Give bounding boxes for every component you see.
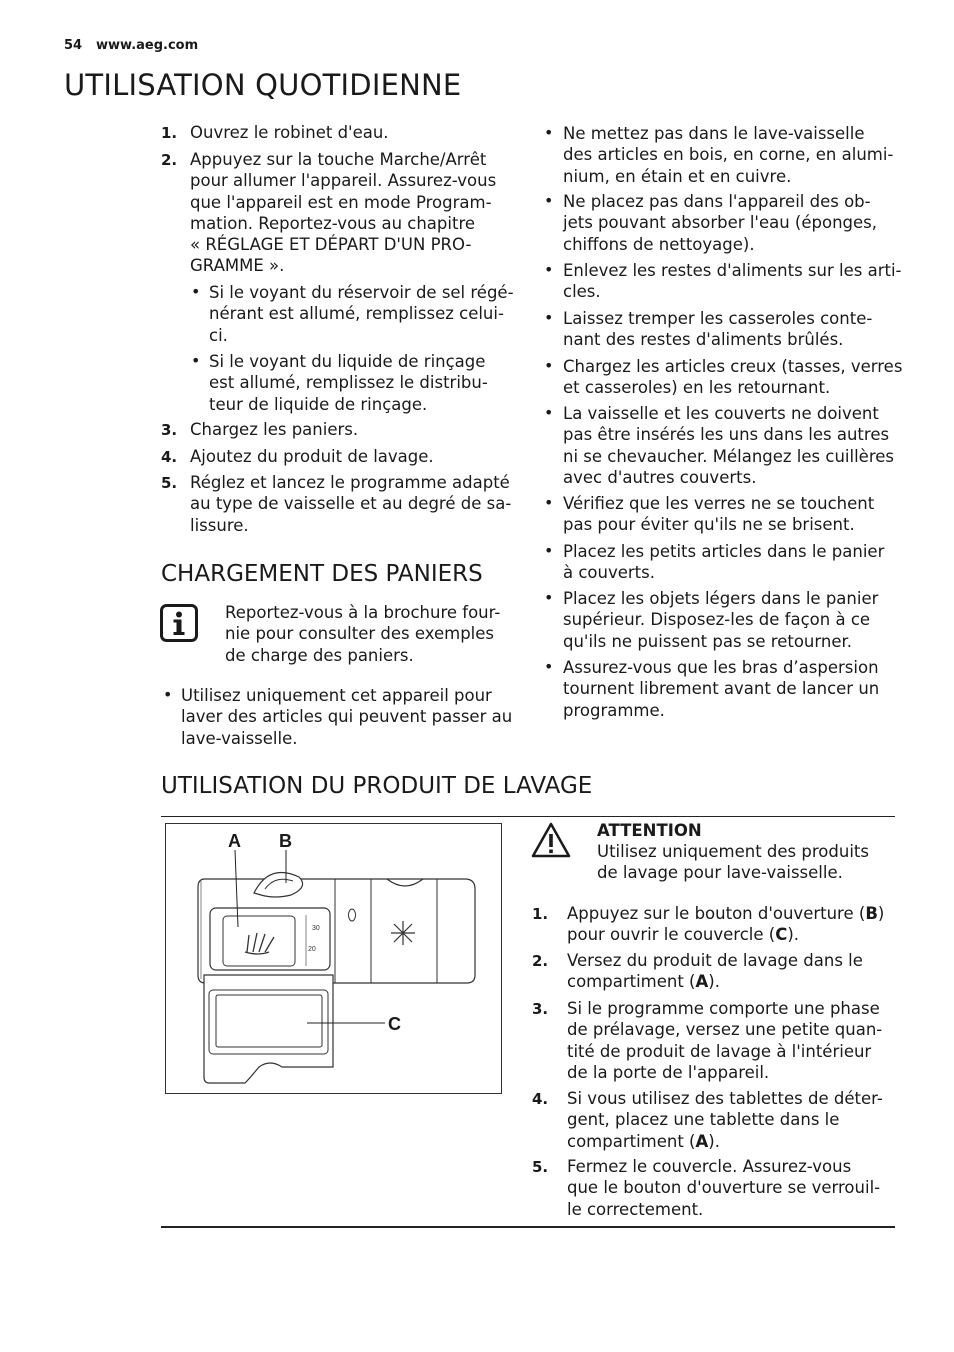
bullet-text [563,260,902,303]
text-line: tournent librement avant de lancer un [563,679,880,699]
text-line: Si vous utilisez des tablettes de déter- [567,1089,883,1108]
bullet-text [563,191,877,255]
text-line: de la porte de l'appareil. [567,1062,770,1082]
text-line: ci. [209,325,228,345]
bullet-text [209,351,488,415]
text-line: programme. [563,700,665,720]
text-line: que l'appareil est en mode Program- [190,192,492,212]
section-title-loading: CHARGEMENT DES PANIERS [161,561,483,587]
bullet-dot: • [544,260,554,279]
bullet-dot: • [163,685,173,704]
step-number: 4. [532,1090,549,1108]
bullet-text [563,356,902,399]
section-title-detergent: UTILISATION DU PRODUIT DE LAVAGE [161,773,593,799]
text-line: Enlevez les restes d'aliments sur les arti- [563,261,902,280]
bullet-dot: • [544,541,554,560]
text-line: au type de vaisselle et au degré de sa- [190,494,512,514]
text-line: Ne mettez pas dans le lave-vaisselle [563,124,865,143]
step-text [567,1088,883,1152]
bullet-dot: • [544,123,554,142]
text-line: Appuyez sur la touche Marche/Arrêt [190,150,487,169]
text-line: Si le voyant du réservoir de sel régé- [209,283,514,302]
bullet-dot: • [544,657,554,676]
step-number: 2. [161,151,178,169]
step-number: 1. [532,905,549,923]
text-line: Reportez-vous à la brochure four- [225,603,501,622]
text-line: Placez les objets légers dans le panier [563,589,879,608]
step-number: 5. [161,474,178,492]
text-line: nium, en étain et en cuivre. [563,166,792,186]
bullet-dot: • [544,588,554,607]
bullet-text [563,123,893,187]
bullet-text [563,493,874,536]
text-line: tité de produit de lavage à l'intérieur [567,1041,872,1061]
warning-icon [531,822,571,858]
warning-body [597,841,869,884]
step-number: 5. [532,1158,549,1176]
text-line: GRAMME ». [190,256,285,276]
text-line: Utilisez uniquement cet appareil pour [181,686,492,705]
text-line: Ajoutez du produit de lavage. [190,447,434,466]
text-line: que le bouton d'ouverture se verrouil- [567,1178,881,1198]
text-line: gent, placez une tablette dans le [567,1110,840,1130]
bullet-text [181,685,512,749]
text-line: pour ouvrir le couvercle (C). [567,925,799,945]
bullet-dot: • [544,308,554,327]
step-text [190,419,358,440]
text-line: pas pour éviter qu'ils ne se brisent. [563,515,855,535]
bullet-text [209,282,514,346]
info-icon [160,604,198,642]
text-line: Réglez et lancez le programme adapté [190,473,510,492]
text-line: et casseroles) en les retournant. [563,378,831,398]
text-line: Placez les petits articles dans le panier [563,542,885,561]
text-line: des articles en bois, en corne, en alumi- [563,145,894,165]
text-line: La vaisselle et les couverts ne doivent [563,404,879,423]
text-line: Utilisez uniquement des produits [597,842,869,861]
step-text [190,122,389,143]
text-line: ni se chevaucher. Mélangez les cuillères [563,446,894,466]
text-line: mation. Reportez-vous au chapitre [190,213,476,233]
text-line: de charge des paniers. [225,645,414,665]
text-line: Chargez les paniers. [190,420,359,439]
text-line: Assurez-vous que les bras d’aspersion [563,658,879,677]
page-number: 54 [64,38,83,53]
section-top-rule [161,816,895,817]
text-line: nie pour consulter des exemples [225,624,495,644]
step-text [567,1156,880,1220]
bullet-dot: • [544,356,554,375]
step-text [567,903,884,946]
step-number: 1. [161,124,178,142]
scale-30-label: 30 [312,925,320,932]
text-line: laver des articles qui peuvent passer au [181,707,513,727]
detergent-dispenser-diagram [165,823,502,1094]
warning-title: ATTENTION [597,821,702,840]
step-number: 3. [161,421,178,439]
text-line: le correctement. [567,1199,704,1219]
text-line: Vérifiez que les verres ne se touchent [563,494,875,513]
step-text [190,149,496,277]
text-line: Ouvrez le robinet d'eau. [190,123,389,142]
text-line: avec d'autres couverts. [563,467,757,487]
step-number: 2. [532,952,549,970]
step-number: 3. [532,1000,549,1018]
text-line: de lavage pour lave-vaisselle. [597,863,843,883]
bullet-text [563,588,878,652]
text-line: Laissez tremper les casseroles conte- [563,309,873,328]
text-line: est allumé, remplissez le distribu- [209,373,488,393]
text-line: Fermez le couvercle. Assurez-vous [567,1157,852,1176]
text-line: compartiment (A). [567,972,720,992]
text-line: Si le programme comporte une phase [567,999,880,1018]
bullet-dot: • [544,191,554,210]
info-note-text [225,602,500,666]
bullet-text [563,308,872,351]
step-text [567,998,882,1083]
step-number: 4. [161,448,178,466]
text-line: chiffons de nettoyage). [563,234,755,254]
label-a: A [228,831,241,851]
bullet-dot: • [191,282,201,301]
step-text [190,446,434,467]
section-bottom-rule [161,1226,895,1228]
text-line: qu'ils ne puissent pas se retourner. [563,631,852,651]
text-line: nérant est allumé, remplissez celui- [209,304,504,324]
text-line: nant des restes d'aliments brûlés. [563,330,844,350]
step-text [190,472,511,536]
text-line: pas être insérés les uns dans les autres [563,425,890,445]
text-line: compartiment (A). [567,1131,720,1151]
bullet-dot: • [191,351,201,370]
bullet-dot: • [544,493,554,512]
text-line: jets pouvant absorber l'eau (éponges, [563,213,877,233]
text-line: pour allumer l'appareil. Assurez-vous [190,171,497,191]
text-line: de prélavage, versez une petite quan- [567,1020,883,1040]
text-line: Appuyez sur le bouton d'ouverture (B) [567,904,885,923]
page-title: UTILISATION QUOTIDIENNE [64,68,462,102]
scale-20-label: 20 [308,946,316,953]
text-line: supérieur. Disposez-les de façon à ce [563,610,871,630]
text-line: Ne placez pas dans l'appareil des ob- [563,192,871,211]
text-line: cles. [563,282,601,302]
text-line: teur de liquide de rinçage. [209,394,428,414]
text-line: « RÉGLAGE ET DÉPART D'UN PRO- [190,235,472,255]
text-line: à couverts. [563,563,655,583]
bullet-text [563,657,879,721]
text-line: lissure. [190,515,249,535]
text-line: lave-vaisselle. [181,728,298,748]
step-text [567,950,863,993]
bullet-text [563,403,894,488]
website-url: www.aeg.com [96,38,199,53]
label-c: C [388,1014,401,1034]
label-b: B [279,831,292,851]
bullet-text [563,541,884,584]
bullet-dot: • [544,403,554,422]
text-line: Chargez les articles creux (tasses, verres [563,357,903,376]
text-line: Versez du produit de lavage dans le [567,951,863,970]
text-line: Si le voyant du liquide de rinçage [209,352,486,371]
